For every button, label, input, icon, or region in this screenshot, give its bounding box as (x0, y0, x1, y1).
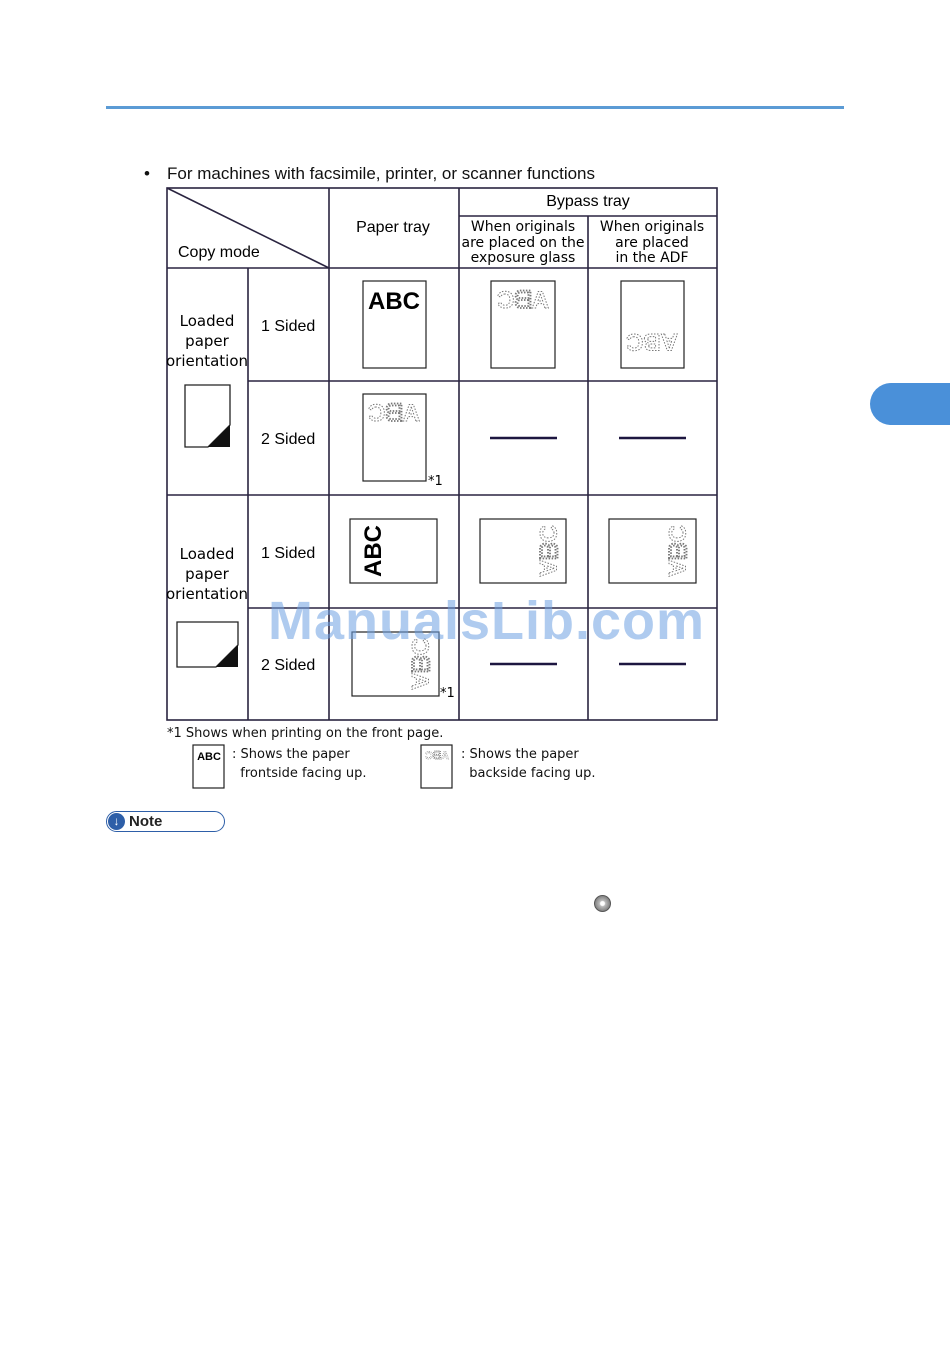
footnote: *1 Shows when printing on the front page. (167, 726, 444, 741)
legend-back-sample: ƆᗺA (425, 750, 449, 762)
intro-text: For machines with facsimile, printer, or scanner functions (167, 164, 596, 183)
footnote-marker: *1 (428, 474, 443, 489)
portrait-paper-icon (185, 385, 230, 447)
arrow-down-icon: ↓ (108, 813, 125, 830)
paper-tray-label: Paper tray (356, 219, 430, 236)
note-label: Note (129, 813, 163, 830)
bullet-marker: • (144, 164, 150, 183)
sample-back-inverted: ABC (626, 328, 678, 355)
loaded-portrait-line-2: paper (185, 332, 229, 350)
sheet-portrait-1sided-adf (621, 281, 684, 368)
footnote-marker: *1 (440, 686, 455, 701)
note-badge (106, 811, 225, 832)
exposure-glass-line-3: exposure glass (470, 250, 576, 266)
sheet-landscape-1sided-glass (480, 519, 566, 583)
sheet-portrait-1sided-glass (491, 281, 555, 368)
loaded-landscape-line-1: Loaded (179, 545, 235, 563)
copy-mode-label: Copy mode (178, 244, 260, 261)
adf-line-1: When originals (599, 219, 705, 235)
sample-front: ABC (368, 288, 420, 315)
legend-back-text: : Shows the paper backside facing up. (461, 747, 596, 781)
sample-back-rotated: ƆᗺA (534, 525, 561, 577)
sheet-portrait-1sided-tray (363, 281, 426, 368)
sample-back: ƆᗺA (368, 400, 420, 427)
cd-icon (594, 895, 611, 912)
adf-line-2: are placed (615, 235, 689, 251)
loaded-landscape-line-3: orientation (165, 585, 249, 603)
sample-back-rotated: ƆᗺA (406, 638, 433, 690)
exposure-glass-line-2: are placed on the (461, 235, 585, 251)
legend-front-sheet (193, 745, 224, 788)
loaded-portrait-line-3: orientation (165, 352, 249, 370)
legend-front-sample: ABC (197, 751, 221, 763)
watermark: ManualsLib.com (268, 591, 706, 651)
sample-back: ƆᗺA (497, 287, 549, 314)
legend-front-text: : Shows the paper frontside facing up. (232, 747, 367, 781)
sheet-portrait-2sided-tray (363, 394, 443, 489)
sample-front-rotated: ABC (360, 525, 387, 577)
sheet-landscape-1sided-tray (350, 519, 437, 583)
adf-line-3: in the ADF (615, 250, 689, 266)
exposure-glass-line-1: When originals (470, 219, 576, 235)
loaded-portrait-line-1: Loaded (179, 312, 235, 330)
portrait-1-sided-label: 1 Sided (261, 318, 316, 335)
landscape-2-sided-label: 2 Sided (261, 657, 316, 674)
loaded-landscape-line-2: paper (185, 565, 229, 583)
portrait-2-sided-label: 2 Sided (261, 431, 316, 448)
sheet-landscape-1sided-adf (609, 519, 696, 583)
legend-back-sheet (421, 745, 452, 788)
landscape-1-sided-label: 1 Sided (261, 545, 316, 562)
bypass-tray-label: Bypass tray (546, 193, 630, 210)
sample-back-rotated: ƆᗺA (663, 525, 690, 577)
landscape-paper-icon (177, 622, 238, 667)
